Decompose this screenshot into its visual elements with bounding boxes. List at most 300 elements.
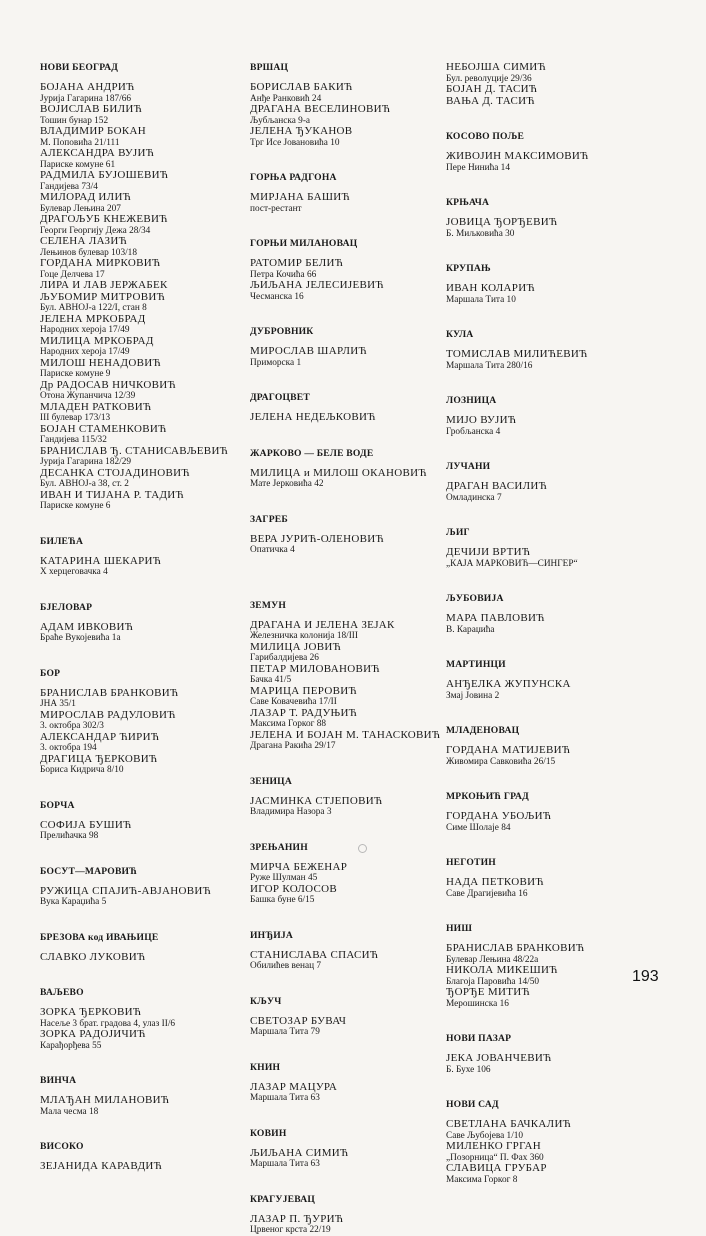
subscriber-name: ЂОРЂЕ МИТИЋ	[446, 986, 530, 998]
subscriber-entry	[40, 402, 240, 424]
subscriber-entry	[446, 283, 646, 305]
subscriber-address: Булевар Лењина 207	[40, 203, 121, 214]
subscriber-address: Булевар Лењина 48/22а	[446, 954, 539, 965]
city-heading: ВИСОКО	[40, 1141, 84, 1152]
subscriber-entry	[250, 346, 440, 368]
subscriber-name: АЛЕКСАНДРА ВУЈИЋ	[40, 147, 155, 159]
city-section	[446, 329, 646, 371]
subscriber-entry	[40, 754, 240, 776]
subscriber-name: ГОРДАНА МАТИЈЕВИЋ	[446, 744, 571, 756]
subscriber-entry	[40, 1161, 240, 1173]
city-section	[40, 932, 240, 964]
city-heading: БОР	[40, 667, 61, 679]
city-heading: БЈЕЛОВАР	[40, 601, 93, 613]
subscriber-address: „КАЈА МАРКОВИЋ—СИНГЕР“	[446, 558, 578, 569]
subscriber-name: МЛАДЕН РАТКОВИЋ	[40, 400, 152, 413]
subscriber-entry	[250, 1148, 440, 1170]
subscriber-name: ЖИВОЈИН МАКСИМОВИЋ	[446, 150, 589, 162]
subscriber-name: ДЕЧИЈИ ВРТИЋ	[446, 546, 531, 558]
subscriber-name: ВОЈИСЛАВ БИЛИЋ	[40, 103, 143, 115]
subscriber-name: ЛАЗАР Т. РАДУЊИЋ	[250, 706, 358, 719]
subscriber-name: ИВАН КОЛАРИЋ	[446, 282, 535, 294]
city-section	[250, 1062, 440, 1104]
subscriber-address: Железничка колонија 18/III	[250, 631, 358, 641]
city-heading: ЗАГРЕБ	[250, 513, 288, 525]
subscriber-address: Х херцеговачка 4	[40, 567, 108, 577]
subscriber-entry	[250, 642, 440, 664]
subscriber-entry	[446, 943, 646, 965]
subscriber-name: Др РАДОСАВ НИЧКОВИЋ	[40, 378, 176, 391]
subscriber-name: БОЈАНА АНДРИЋ	[40, 81, 135, 93]
city-section	[446, 263, 646, 305]
subscriber-entry	[446, 679, 646, 701]
subscriber-entry	[250, 686, 440, 708]
subscriber-name: ЈЕЛЕНА ЂУКАНОВ	[250, 125, 353, 137]
city-section	[250, 930, 440, 972]
subscriber-entry	[40, 280, 240, 292]
city-heading: ВРШАЦ	[250, 62, 289, 73]
subscriber-entry	[40, 358, 240, 380]
city-section	[250, 448, 440, 490]
city-heading: ДРАГОЦВЕТ	[250, 392, 310, 403]
subscriber-entry	[446, 96, 646, 108]
city-section	[250, 996, 440, 1038]
subscriber-address: Б. Бухе 106	[446, 1064, 491, 1075]
subscriber-entry	[40, 170, 240, 192]
subscriber-name: МИРЈАНА БАШИЋ	[250, 191, 350, 203]
subscriber-entry	[40, 710, 240, 732]
subscriber-address: Максима Горког 8	[446, 1174, 518, 1185]
city-heading: КРАГУЈЕВАЦ	[250, 1193, 316, 1205]
city-heading: МАРТИНЦИ	[446, 659, 506, 670]
subscriber-entry	[446, 84, 646, 96]
subscriber-entry	[446, 811, 646, 833]
subscriber-entry	[250, 192, 440, 214]
subscriber-address: Трг Исе Јовановића 10	[250, 137, 340, 148]
subscriber-name: БРАНИСЛАВ БРАНКОВИЋ	[446, 942, 585, 954]
subscriber-name: ДЕСАНКА СТОЈАДИНОВИЋ	[40, 466, 190, 479]
subscriber-address: Бул. револуције 29/36	[446, 73, 532, 84]
subscriber-name: АДАМ ИВКОВИЋ	[40, 620, 134, 633]
subscriber-entry	[40, 336, 240, 358]
subscriber-name: ЛАЗАР МАЦУРА	[250, 1080, 338, 1093]
city-section	[446, 1099, 646, 1185]
city-heading: ЉУБОВИЈА	[446, 593, 504, 604]
subscriber-address: Црвеног крста 22/19	[250, 1225, 331, 1235]
subscriber-name: МИРОСЛАВ ШАРЛИЋ	[250, 345, 367, 357]
subscriber-name: ГОРДАНА МИРКОВИЋ	[40, 257, 161, 269]
subscriber-name: ИГОР КОЛОСОВ	[250, 882, 338, 895]
subscriber-entry	[446, 547, 646, 569]
city-heading: ЖАРКОВО — БЕЛЕ ВОДЕ	[250, 447, 374, 459]
subscriber-entry	[250, 708, 440, 730]
subscriber-entry	[250, 412, 440, 424]
subscriber-name: ЛАЗАР П. ЂУРИЋ	[250, 1212, 344, 1225]
subscriber-address: Мате Јерковића 42	[250, 479, 324, 489]
city-section	[446, 791, 646, 833]
city-heading: НОВИ БЕОГРАД	[40, 62, 119, 73]
subscriber-name: ЉИЉАНА СИМИЋ	[250, 1146, 349, 1159]
subscriber-entry	[250, 104, 440, 126]
subscriber-name: РУЖИЦА СПАЈИЋ-АВЈАНОВИЋ	[40, 884, 212, 897]
subscriber-entry	[446, 1053, 646, 1075]
subscriber-address: Вука Караџића 5	[40, 897, 107, 907]
subscriber-entry	[40, 82, 240, 104]
subscriber-name: ЗОРКА РАДОЈИЧИЋ	[40, 1028, 146, 1040]
city-heading: ЛУЧАНИ	[446, 461, 491, 472]
subscriber-name: РАДМИЛА БУЈОШЕВИЋ	[40, 169, 169, 181]
subscriber-name: МАРА ПАВЛОВИЋ	[446, 612, 545, 624]
subscriber-name: СОФИЈА БУШИЋ	[40, 818, 132, 831]
city-section	[250, 172, 440, 214]
subscriber-entry	[446, 1141, 646, 1163]
subscriber-name: ИВАН И ТИЈАНА Р. ТАДИЋ	[40, 488, 185, 501]
subscriber-address: Симе Шолаје 84	[446, 822, 511, 833]
city-section	[446, 62, 646, 107]
city-heading: КОВИН	[250, 1127, 287, 1139]
subscriber-entry	[40, 214, 240, 236]
city-heading: ЛОЗНИЦА	[446, 395, 497, 406]
city-section	[40, 602, 240, 644]
subscriber-name: РАТОМИР БЕЛИЋ	[250, 257, 344, 269]
subscriber-entry	[40, 1029, 240, 1051]
subscriber-address: Јурија Гагарина 182/29	[40, 457, 132, 467]
city-heading: КРУПАЊ	[446, 263, 491, 274]
city-section	[40, 668, 240, 776]
subscriber-address: Обилићев венац 7	[250, 961, 322, 971]
subscriber-address: Руже Шулман 45	[250, 873, 318, 883]
city-section	[446, 725, 646, 767]
subscriber-address: ЈНА 35/1	[40, 699, 76, 709]
subscriber-entry	[250, 664, 440, 686]
subscriber-entry	[40, 468, 240, 490]
city-heading: БОРЧА	[40, 799, 75, 811]
subscriber-entry	[40, 820, 240, 842]
subscriber-address: Насеље 3 брат. градова 4, улаз II/6	[40, 1018, 176, 1029]
city-section	[250, 514, 440, 556]
column-2	[250, 62, 440, 1236]
subscriber-name: МИЈО ВУЈИЋ	[446, 414, 517, 426]
subscriber-entry	[446, 1119, 646, 1141]
subscriber-name: ПЕТАР МИЛОВАНОВИЋ	[250, 662, 380, 675]
city-heading: ИНЂИЈА	[250, 929, 293, 941]
subscriber-address: Башка буне 6/15	[250, 895, 315, 905]
subscriber-entry	[40, 104, 240, 126]
subscriber-address: Маршала Тита 63	[250, 1159, 320, 1169]
city-section	[250, 326, 440, 368]
subscriber-entry	[250, 280, 440, 302]
subscriber-entry	[250, 796, 440, 818]
column-3	[446, 62, 646, 1185]
subscriber-name: ЈЕЛЕНА И БОЈАН М. ТАНАСКОВИЋ	[250, 728, 441, 741]
city-section	[250, 1194, 440, 1236]
subscriber-entry	[250, 884, 440, 906]
subscriber-entry	[40, 126, 240, 148]
subscriber-name: СВЕТЛАНА БАЧКАЛИЋ	[446, 1118, 572, 1130]
city-section	[446, 197, 646, 239]
subscriber-address: Омладинска 7	[446, 492, 502, 503]
city-heading: КНИН	[250, 1061, 281, 1073]
subscriber-address: Маршала Тита 280/16	[446, 360, 533, 371]
city-section	[446, 593, 646, 635]
subscriber-name: ТОМИСЛАВ МИЛИЋЕВИЋ	[446, 348, 588, 360]
subscriber-name: БОЈАН СТАМЕНКОВИЋ	[40, 422, 167, 435]
subscriber-address: Гарибалдијева 26	[250, 653, 319, 663]
subscriber-address: Народних хероја 17/49	[40, 325, 130, 335]
city-heading: ГОРЊИ МИЛАНОВАЦ	[250, 238, 358, 249]
subscriber-address: Саве Љубојева 1/10	[446, 1130, 524, 1141]
subscriber-entry	[446, 877, 646, 899]
subscriber-name: ВАЊА Д. ТАСИЋ	[446, 94, 535, 107]
city-section	[446, 857, 646, 899]
subscriber-name: ЈЕКА ЈОВАНЧЕВИЋ	[446, 1052, 552, 1064]
subscriber-name: ЗЕЈАНИДА КАРАВДИЋ	[40, 1160, 163, 1172]
city-heading: КРЊАЧА	[446, 197, 490, 208]
subscriber-entry	[250, 862, 440, 884]
city-section	[250, 1128, 440, 1170]
subscriber-entry	[250, 1082, 440, 1104]
subscriber-address: 3. октобра 194	[40, 743, 97, 753]
subscriber-name: ДРАГАН ВАСИЛИЋ	[446, 480, 548, 492]
subscriber-entry	[446, 349, 646, 371]
city-heading: ВИНЧА	[40, 1075, 77, 1086]
subscriber-name: МИЛИЦА МРКОБРАД	[40, 334, 154, 347]
subscriber-address: Париске комуне 61	[40, 159, 116, 170]
subscriber-entry	[250, 468, 440, 490]
subscriber-address: Пере Нинића 14	[446, 162, 510, 173]
subscriber-entry	[446, 62, 646, 84]
subscriber-entry	[40, 622, 240, 644]
subscriber-entry	[446, 745, 646, 767]
city-section	[250, 776, 440, 818]
subscriber-entry	[40, 732, 240, 754]
city-heading: БОСУТ—МАРОВИЋ	[40, 865, 138, 877]
subscriber-entry	[446, 1163, 646, 1185]
page-number: 193	[632, 968, 659, 985]
subscriber-address: Народних хероја 17/49	[40, 347, 130, 357]
subscriber-address: Чесманска 16	[250, 291, 304, 302]
subscriber-name: ВЕРА ЈУРИЋ-ОЛЕНОВИЋ	[250, 532, 385, 545]
subscriber-entry	[446, 151, 646, 173]
subscriber-name: ЈЕЛЕНА НЕДЕЉКОВИЋ	[250, 411, 376, 423]
subscriber-address: М. Поповића 21/111	[40, 137, 120, 148]
subscriber-name: МИЛЕНКО ГРГАН	[446, 1140, 542, 1152]
city-section	[446, 1033, 646, 1075]
city-heading: КЉУЧ	[250, 995, 282, 1007]
subscriber-name: АНЂЕЛКА ЖУПУНСКА	[446, 678, 571, 690]
subscriber-name: БОРИСЛАВ БАКИЋ	[250, 81, 353, 93]
city-heading: ЗЕМУН	[250, 599, 287, 611]
subscriber-entry	[40, 1095, 240, 1117]
subscriber-name: ГОРДАНА УБОЉИЋ	[446, 810, 552, 822]
city-heading: ГОРЊА РАДГОНА	[250, 172, 337, 183]
subscriber-address: Саве Ковачевића 17/II	[250, 697, 337, 707]
subscriber-entry	[446, 217, 646, 239]
subscriber-name: ДРАГАНА И ЈЕЛЕНА ЗЕЈАК	[250, 618, 395, 631]
subscriber-entry	[250, 82, 440, 104]
subscriber-address: Б. Миљковића 30	[446, 228, 515, 239]
subscriber-name: МЛАЂАН МИЛАНОВИЋ	[40, 1094, 170, 1106]
subscriber-entry	[446, 987, 646, 1009]
subscriber-entry	[250, 258, 440, 280]
subscriber-address: Маршала Тита 79	[250, 1027, 320, 1037]
city-heading: КУЛА	[446, 329, 474, 340]
subscriber-address: Мала чесма 18	[40, 1106, 99, 1117]
city-section	[40, 866, 240, 908]
column-1	[40, 62, 240, 1173]
subscriber-entry	[40, 292, 240, 314]
subscriber-address: Лењинов булевар 103/18	[40, 247, 137, 258]
subscriber-address: Опатичка 4	[250, 545, 295, 555]
subscriber-name: СТАНИСЛАВА СПАСИЋ	[250, 948, 379, 961]
city-section	[40, 987, 240, 1051]
subscriber-address: Гандијева 115/32	[40, 435, 107, 445]
subscriber-name: МИРЧА БЕЖЕНАР	[250, 860, 348, 873]
city-section	[40, 1075, 240, 1117]
city-heading: КОСОВО ПОЉЕ	[446, 131, 525, 142]
subscriber-address: Георги Георгију Дежа 28/34	[40, 225, 151, 236]
subscriber-address: Драгана Ракића 29/17	[250, 741, 336, 751]
subscriber-entry	[446, 481, 646, 503]
subscriber-name: ЈОВИЦА ЂОРЂЕВИЋ	[446, 216, 558, 228]
city-heading: ЉИГ	[446, 527, 470, 538]
subscriber-address: Бул. АВНОЈ-а 122/I, стан 8	[40, 303, 147, 313]
subscriber-name: ДРАГИЦА ЂЕРКОВИЋ	[40, 752, 158, 765]
city-heading: БРЕЗОВА код ИВАЊИЦЕ	[40, 931, 159, 943]
subscriber-name: ДРАГОЉУБ КНЕЖЕВИЋ	[40, 213, 168, 225]
subscriber-entry	[40, 886, 240, 908]
subscriber-name: НАДА ПЕТКОВИЋ	[446, 876, 544, 888]
subscriber-entry	[40, 236, 240, 258]
subscriber-entry	[250, 730, 440, 752]
subscriber-entry	[250, 534, 440, 556]
city-heading: НОВИ ПАЗАР	[446, 1033, 512, 1044]
subscriber-address: Бул. АВНОЈ-а 38, ст. 2	[40, 479, 129, 489]
subscriber-name: МИРОСЛАВ РАДУЛОВИЋ	[40, 708, 176, 721]
subscriber-address: Гоце Делчева 17	[40, 269, 105, 280]
city-heading: МРКОЊИЋ ГРАД	[446, 791, 529, 802]
city-heading: ЗРЕЊАНИН	[250, 841, 308, 853]
subscriber-entry	[40, 1007, 240, 1029]
subscriber-entry	[40, 192, 240, 214]
subscriber-name: НЕБОЈША СИМИЋ	[446, 61, 546, 73]
subscriber-name: БОЈАН Д. ТАСИЋ	[446, 83, 538, 95]
subscriber-name: КАТАРИНА ШЕКАРИЋ	[40, 554, 162, 567]
subscriber-address: Саве Драгијевића 16	[446, 888, 528, 899]
subscriber-entry	[40, 314, 240, 336]
subscriber-address: Прелићачка 98	[40, 831, 99, 841]
city-heading: НЕГОТИН	[446, 857, 496, 868]
subscriber-address: Париске комуне 9	[40, 369, 111, 379]
subscriber-name: ЈЕЛЕНА МРКОБРАД	[40, 312, 146, 325]
subscriber-address: Бачка 41/5	[250, 675, 292, 685]
city-section	[446, 659, 646, 701]
subscriber-name: ЉУБОМИР МИТРОВИЋ	[40, 290, 166, 303]
subscriber-name: СЕЛЕНА ЛАЗИЋ	[40, 235, 128, 247]
subscriber-address: Бориса Кидрича 8/10	[40, 765, 124, 775]
subscriber-entry	[250, 1214, 440, 1236]
subscriber-entry	[40, 490, 240, 512]
subscriber-name: ЗОРКА ЂЕРКОВИЋ	[40, 1006, 142, 1018]
subscriber-name: ЉИЉАНА ЈЕЛЕСИЈЕВИЋ	[250, 279, 384, 291]
subscriber-entry	[250, 1016, 440, 1038]
city-heading: БИЛЕЋА	[40, 535, 84, 547]
subscriber-address: пост-рестант	[250, 203, 302, 214]
subscriber-name: МИЛИЦА и МИЛОШ ОКАНОВИЋ	[250, 466, 427, 479]
city-section	[250, 62, 440, 148]
city-section	[250, 842, 440, 906]
subscriber-address: Маршала Тита 63	[250, 1093, 320, 1103]
subscriber-address: Карађорђева 55	[40, 1040, 102, 1051]
subscriber-address: Отона Жупанчича 12/39	[40, 391, 136, 401]
subscriber-name: БРАНИСЛАВ БРАНКОВИЋ	[40, 686, 179, 699]
subscriber-address: 3. октобра 302/3	[40, 721, 104, 731]
subscriber-address: Јурија Гагарина 187/66	[40, 93, 132, 104]
subscriber-address: Гандијева 73/4	[40, 181, 98, 192]
city-section	[446, 395, 646, 437]
subscriber-address: Живомира Савковића 26/15	[446, 756, 556, 767]
subscriber-name: МАРИЦА ПЕРОВИЋ	[250, 684, 357, 697]
subscriber-name: ЈАСМИНКА СТЈЕПОВИЋ	[250, 794, 383, 807]
subscriber-address: Браће Вукојевића 1а	[40, 633, 121, 643]
city-section	[446, 923, 646, 1009]
city-heading: ЗЕНИЦА	[250, 775, 292, 787]
subscriber-address: Максима Горког 88	[250, 719, 327, 729]
subscriber-name: ЛИРА И ЛАВ ЈЕРЖАБЕК	[40, 279, 168, 291]
subscriber-address: Мерошинска 16	[446, 998, 509, 1009]
subscriber-entry	[250, 950, 440, 972]
subscriber-entry	[40, 380, 240, 402]
city-section	[250, 238, 440, 302]
subscriber-name: МИЛИЦА ЈОВИЋ	[250, 640, 342, 653]
city-section	[250, 600, 440, 752]
subscriber-entry	[40, 556, 240, 578]
subscriber-entry	[446, 613, 646, 635]
city-section	[446, 527, 646, 569]
subscriber-address: В. Караџића	[446, 624, 495, 635]
subscriber-name: СЛАВИЦА ГРУБАР	[446, 1162, 547, 1174]
city-section	[446, 131, 646, 173]
subscriber-entry	[40, 148, 240, 170]
subscriber-entry	[40, 446, 240, 468]
subscriber-name: СВЕТОЗАР БУВАЧ	[250, 1014, 347, 1027]
city-heading: НОВИ САД	[446, 1099, 499, 1110]
subscriber-address: Приморска 1	[250, 357, 302, 368]
subscriber-address: „Позорница“ П. Фах 360	[446, 1152, 544, 1163]
subscriber-address: Змај Јовина 2	[446, 690, 500, 701]
subscriber-name: СЛАВКО ЛУКОВИЋ	[40, 950, 146, 963]
city-heading: ДУБРОВНИК	[250, 326, 314, 337]
subscriber-entry	[446, 415, 646, 437]
subscriber-address: III булевар 173/13	[40, 413, 111, 423]
subscriber-name: ВЛАДИМИР БОКАН	[40, 125, 146, 137]
subscriber-name: МИЛОРАД ИЛИЋ	[40, 191, 132, 203]
subscriber-entry	[40, 952, 240, 964]
subscriber-entry	[250, 126, 440, 148]
subscriber-entry	[40, 688, 240, 710]
subscriber-address: Тошин бунар 152	[40, 115, 109, 126]
subscriber-address: Петра Кочића 66	[250, 269, 317, 280]
city-heading: НИШ	[446, 923, 473, 934]
city-section	[40, 62, 240, 512]
city-heading: МЛАДЕНОВАЦ	[446, 725, 520, 736]
subscriber-address: Париске комуне 6	[40, 501, 111, 511]
scan-dot-mark	[358, 844, 367, 853]
subscriber-name: НИКОЛА МИКЕШИЋ	[446, 964, 558, 976]
subscriber-name: ДРАГАНА ВЕСЕЛИНОВИЋ	[250, 103, 391, 115]
subscriber-address: Гробљанска 4	[446, 426, 501, 437]
city-section	[40, 800, 240, 842]
